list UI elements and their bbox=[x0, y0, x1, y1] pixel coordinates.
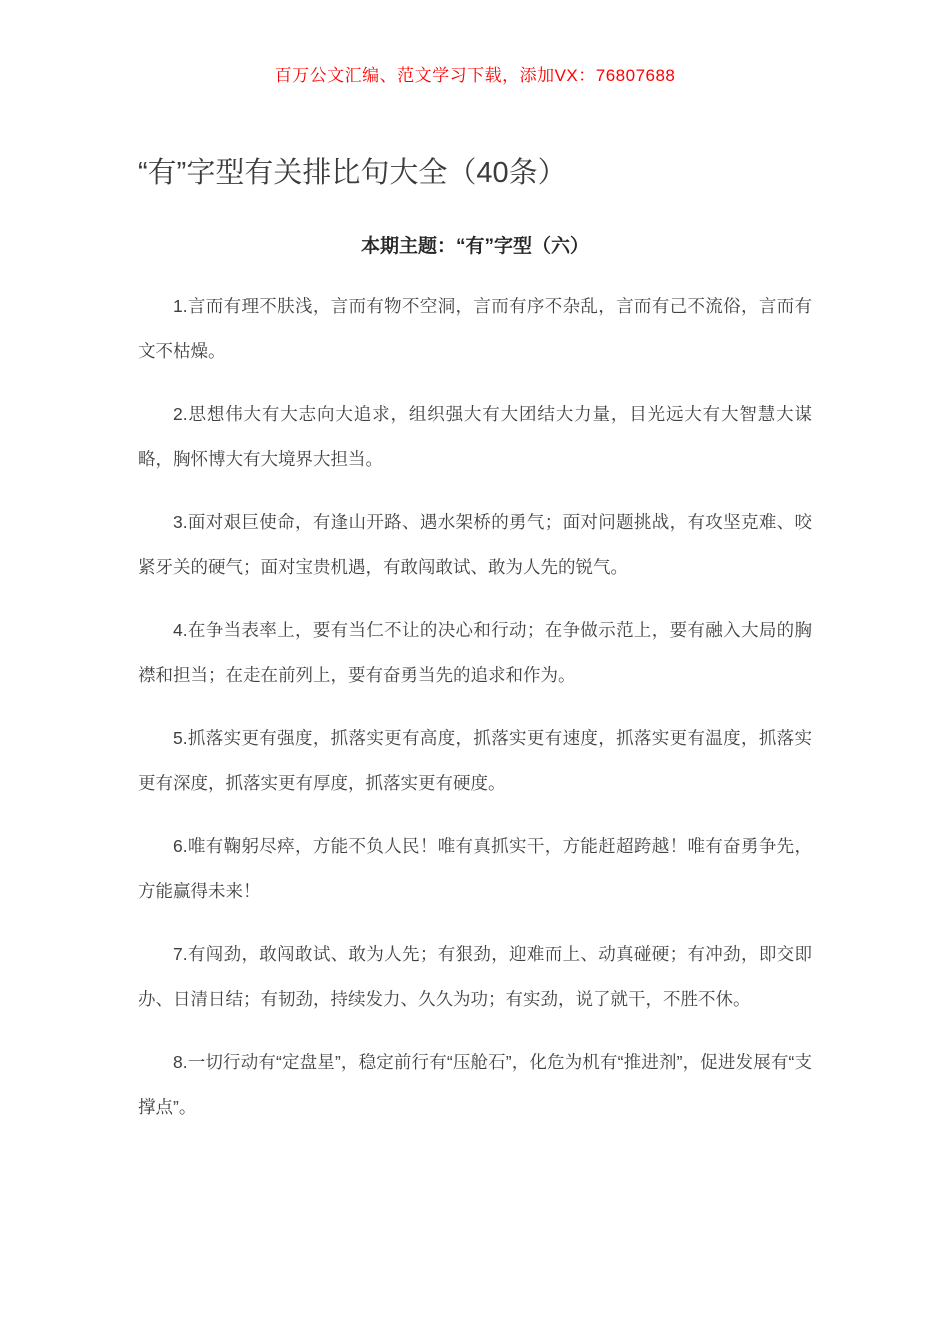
paragraph: 2.思想伟大有大志向大追求，组织强大有大团结大力量，目光远大有大智慧大谋略，胸怀博大有大境界大担当。 bbox=[138, 404, 812, 469]
paragraph: 5.抓落实更有强度，抓落实更有高度，抓落实更有速度，抓落实更有温度，抓落实更有深度，抓落实更有厚度，抓落实更有硬度。 bbox=[138, 728, 812, 793]
paragraph: 3.面对艰巨使命，有逢山开路、遇水架桥的勇气；面对问题挑战，有攻坚克难、咬紧牙关的硬气；面对宝贵机遇，有敢闯敢试、敢为人先的锐气。 bbox=[138, 512, 812, 577]
paragraph: 7.有闯劲，敢闯敢试、敢为人先；有狠劲，迎难而上、动真碰硬；有冲劲，即交即办、日清日结；有韧劲，持续发力、久久为功；有实劲，说了就干，不胜不休。 bbox=[138, 944, 812, 1009]
topic-subtitle: 本期主题：“有”字型（六） bbox=[360, 236, 589, 257]
document-body bbox=[138, 284, 812, 1130]
paragraph: 6.唯有鞠躬尽瘁，方能不负人民！唯有真抓实干，方能赶超跨越！唯有奋勇争先，方能赢得未来！ bbox=[138, 836, 812, 901]
promo-notice-banner: 百万公文汇编、范文学习下载，添加VX：76807688 bbox=[274, 66, 676, 85]
paragraph: 4.在争当表率上，要有当仁不让的决心和行动；在争做示范上，要有融入大局的胸襟和担当；在走在前列上，要有奋勇当先的追求和作为。 bbox=[138, 620, 812, 685]
paragraph: 1.言而有理不肤浅，言而有物不空洞，言而有序不杂乱，言而有己不流俗，言而有文不枯燥。 bbox=[138, 296, 812, 361]
paragraph: 8.一切行动有“定盘星”，稳定前行有“压舱石”，化危为机有“推进剂”，促进发展有“支撑点”。 bbox=[138, 1052, 812, 1117]
page-title: “有”字型有关排比句大全（40条） bbox=[138, 157, 567, 189]
